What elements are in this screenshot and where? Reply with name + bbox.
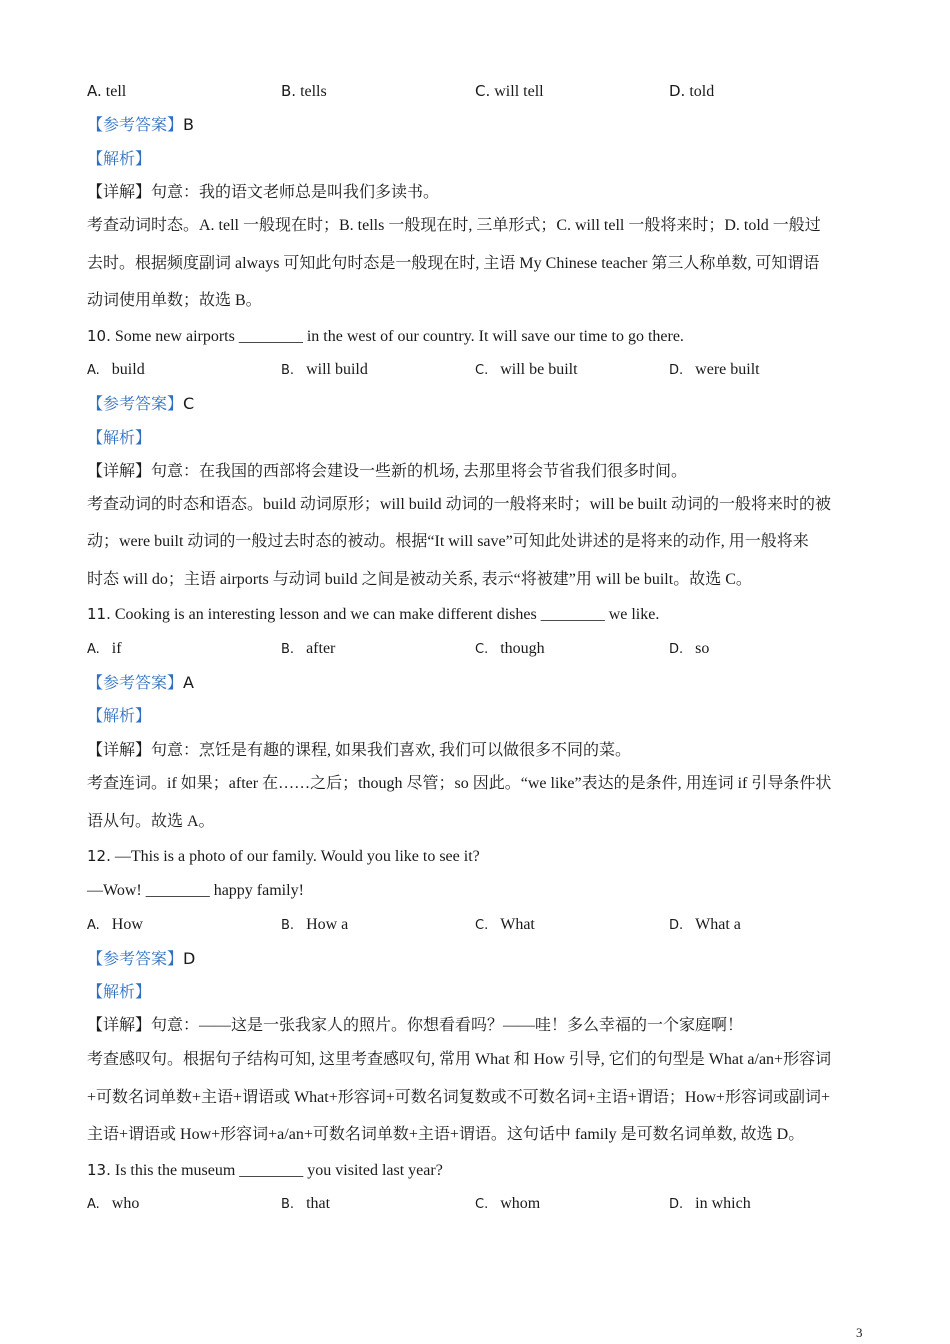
q10-analysis-label: 【解析】 — [87, 430, 152, 447]
q12-option-a: A. How — [87, 916, 143, 933]
q12-question-line2: —Wow! ________ happy family! — [87, 882, 304, 899]
q12-question: 12. —This is a photo of our family. Would you like to see it? — [87, 847, 480, 865]
q10-explanation-line: 考查动词的时态和语态。build 动词原形；will build 动词的一般将来时；will be built 动词的一般将来时的被 — [87, 496, 832, 513]
q10-option-a: A. build — [87, 361, 145, 378]
q11-answer: 【参考答案】A — [87, 673, 194, 692]
q10-option-d: D. were built — [669, 361, 760, 378]
q10-option-b: B. will build — [281, 361, 368, 378]
q10-options — [87, 359, 887, 381]
q13-option-c: C. whom — [475, 1195, 541, 1212]
q11-option-c: C. though — [475, 640, 545, 657]
q12-option-d: D. What a — [669, 916, 741, 933]
q9-option-c: C. will tell — [475, 82, 544, 100]
q10-explanation-line: 时态 will do；主语 airports 与动词 build 之间是被动关系, 表示“将被建”用 will be built。故选 C。 — [87, 571, 752, 588]
q9-answer: 【参考答案】B — [87, 115, 194, 134]
q12-explanation-line: +可数名词单数+主语+谓语或 What+形容词+可数名词复数或不可数名词+主语+谓语；How+形容词或副词+ — [87, 1089, 830, 1106]
q11-explanation-line: 考查连词。if 如果；after 在……之后；though 尽管；so 因此。“we like”表达的是条件, 用连词 if 引导条件状 — [87, 775, 832, 792]
q11-options — [87, 638, 887, 660]
q10-question: 10. Some new airports ________ in the west of our country. It will save our time to go there. — [87, 327, 684, 345]
q9-option-b: B. tells — [281, 82, 327, 100]
q11-detail: 【详解】句意：烹饪是有趣的课程, 如果我们喜欢, 我们可以做很多不同的菜。 — [87, 742, 632, 759]
page-number: 3 — [856, 1325, 863, 1340]
q9-option-a: A. tell — [87, 82, 127, 100]
q12-options — [87, 914, 887, 936]
q9-explanation-line: 动词使用单数；故选 B。 — [87, 292, 262, 309]
q13-option-a: A. who — [87, 1195, 140, 1212]
q11-analysis-label: 【解析】 — [87, 708, 152, 725]
q10-detail: 【详解】句意：在我国的西部将会建设一些新的机场, 去那里将会节省我们很多时间。 — [87, 463, 688, 480]
q9-analysis-label: 【解析】 — [87, 151, 152, 168]
q12-explanation-line: 考查感叹句。根据句子结构可知, 这里考查感叹句, 常用 What 和 How 引导, 它们的句型是 What a/an+形容词 — [87, 1051, 832, 1068]
q12-explanation-line: 主语+谓语或 How+形容词+a/an+可数名词单数+主语+谓语。这句话中 family 是可数名词单数, 故选 D。 — [87, 1126, 805, 1143]
q11-question: 11. Cooking is an interesting lesson and we can make different dishes ________ we like. — [87, 605, 660, 623]
q10-option-c: C. will be built — [475, 361, 578, 378]
q11-option-d: D. so — [669, 640, 710, 657]
q13-question: 13. Is this the museum ________ you visited last year? — [87, 1161, 443, 1179]
q12-analysis-label: 【解析】 — [87, 984, 152, 1001]
q9-options — [87, 80, 887, 102]
q11-explanation-line: 语从句。故选 A。 — [87, 813, 215, 830]
q12-detail: 【详解】句意：——这是一张我家人的照片。你想看看吗？——哇！多么幸福的一个家庭啊！ — [87, 1017, 744, 1034]
q12-option-b: B. How a — [281, 916, 349, 933]
q9-explanation-line: 考查动词时态。A. tell 一般现在时；B. tells 一般现在时, 三单形式；C. will tell 一般将来时；D. told 一般过 — [87, 217, 821, 234]
q9-explanation-line: 去时。根据频度副词 always 可知此句时态是一般现在时, 主语 My Chinese teacher 第三人称单数, 可知谓语 — [87, 255, 820, 272]
q12-option-c: C. What — [475, 916, 535, 933]
q11-option-a: A. if — [87, 640, 122, 657]
q11-option-b: B. after — [281, 640, 336, 657]
q13-options — [87, 1193, 887, 1215]
q10-explanation-line: 动；were built 动词的一般过去时态的被动。根据“It will save”可知此处讲述的是将来的动作, 用一般将来 — [87, 533, 809, 550]
q10-answer: 【参考答案】C — [87, 394, 195, 413]
q13-option-d: D. in which — [669, 1195, 751, 1212]
q9-detail: 【详解】句意：我的语文老师总是叫我们多读书。 — [87, 184, 440, 201]
q9-option-d: D. told — [669, 82, 715, 100]
q13-option-b: B. that — [281, 1195, 331, 1212]
q12-answer: 【参考答案】D — [87, 949, 196, 968]
